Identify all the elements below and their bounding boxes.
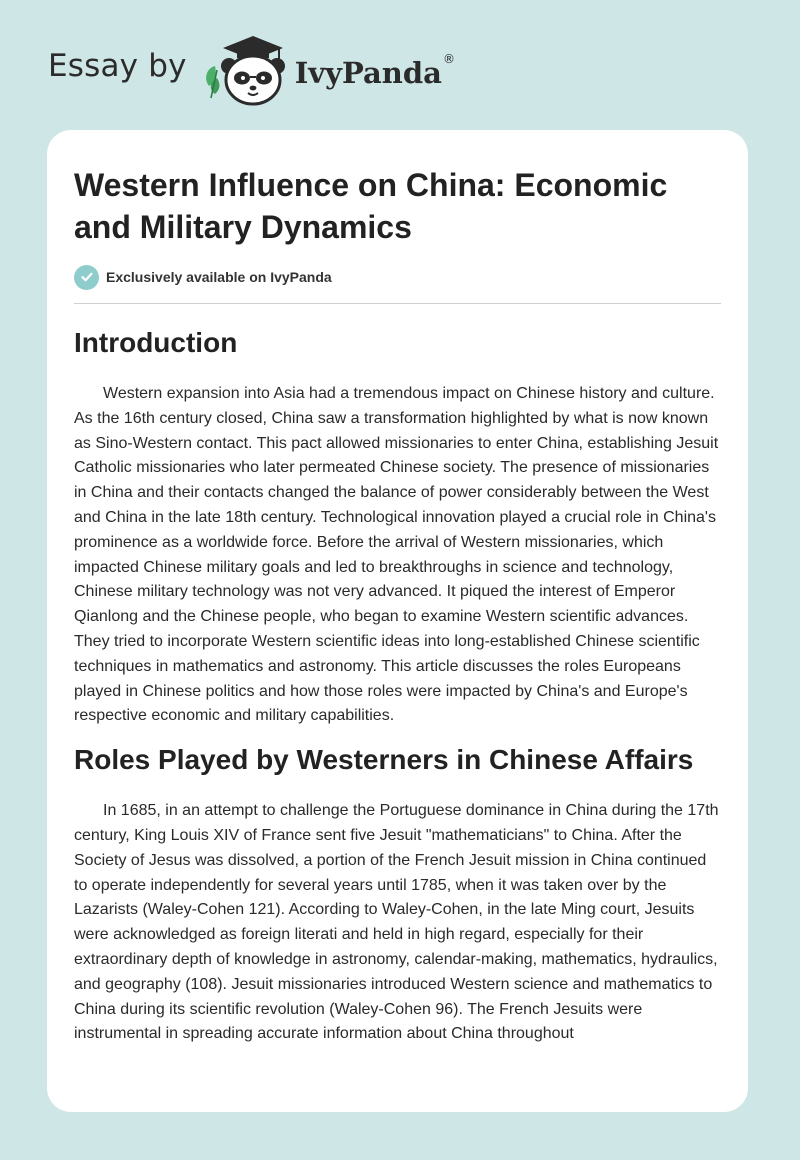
page-title: Western Influence on China: Economic and Military Dynamics — [74, 167, 668, 245]
exclusive-badge-text: Exclusively available on IvyPanda — [106, 269, 332, 285]
section-heading-introduction: Introduction — [74, 327, 238, 358]
brand-prefix: Essay by — [48, 48, 187, 84]
section-heading-roles: Roles Played by Westerners in Chinese Affairs — [74, 744, 694, 776]
registered-mark: ® — [442, 52, 455, 66]
site-header-brand[interactable] — [48, 34, 455, 108]
exclusive-badge — [74, 264, 721, 290]
section-paragraph-roles: In 1685, in an attempt to challenge the Portuguese dominance in China during the 17th century, King Louis XIV of France sent five Jesuit "mathematicians" to China. After the Society of Jesus was dissolved, a portion of the French Jesuit mission in China continued to operate independently for several years until 1785, when it was taken over by the Lazarists (Waley-Cohen 121). According to Waley-Cohen, in the late Ming court, Jesuits were acknowledged as foreign literati and held in high regard, especially for their extraordinary depth of knowledge in astronomy, calendar-making, mathematics, hydraulics, and geography (108). Jesuit missionaries introduced Western science and mathematics to China during its scientific revolution (Waley-Cohen 96). The French Jesuits were instrumental in spreading accurate information about China throughout — [74, 802, 719, 1043]
essay-card — [47, 130, 748, 1112]
section-paragraph-introduction: Western expansion into Asia had a tremendous impact on Chinese history and culture. As the 16th century closed, China saw a transformation highlighted by what is now known as Sino-Western contact. This pact allowed missionaries to enter China, establishing Jesuit Catholic missionaries who later permeated Chinese society. The presence of missionaries in China and their contacts changed the balance of power considerably between the West and China in the late 18th century. Technological innovation played a crucial role in China's prominence as a worldwide force. Before the arrival of Western missionaries, which impacted Chinese military goals and led to breakthroughs in science and technology, Chinese military technology was not very advanced. It piqued the interest of Emperor Qianlong and the Chinese people, who began to examine Western scientific advances. They tried to incorporate Western scientific ideas into long-established Chinese scientific techniques in mathematics and astronomy. This article discusses the roles Europeans played in Chinese politics and how those roles were impacted by China's and Europe's respective economic and military capabilities. — [74, 385, 719, 725]
brand-name: IvyPanda — [294, 56, 442, 90]
panda-graduate-logo-icon — [201, 34, 293, 108]
title-divider — [74, 303, 721, 304]
check-circle-icon — [74, 265, 99, 290]
